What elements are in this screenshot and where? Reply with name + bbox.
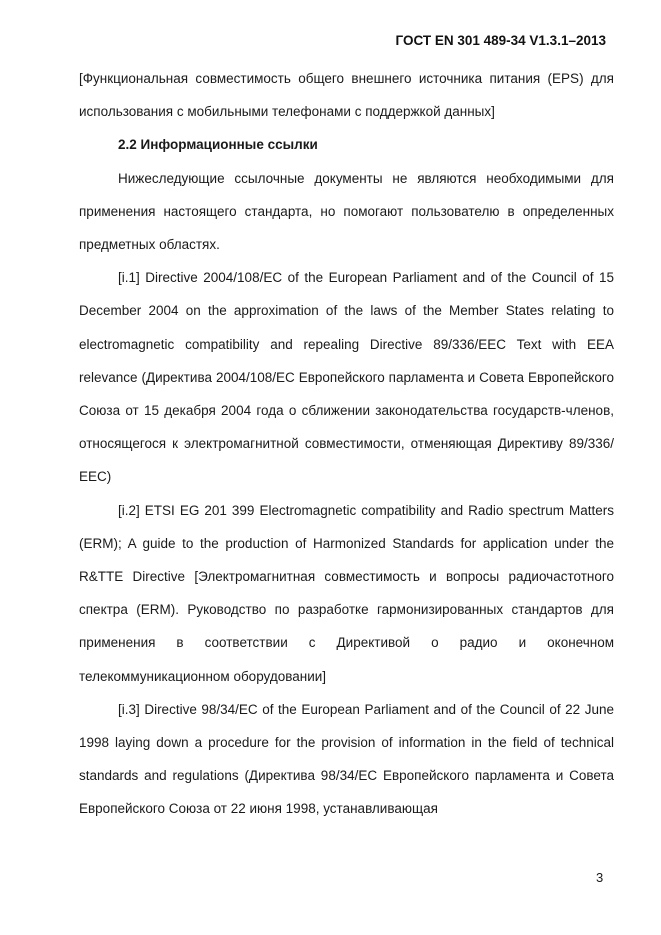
intro-continuation-paragraph: [Функциональная совместимость общего внешнего источника питания (EPS) для использования с мобильными телефонами с поддержкой данных]: [79, 71, 614, 120]
reference-item-i3: [i.3] Directive 98/34/EC of the European Parliament and of the Council of 22 June 1998 laying down a procedure for the provision of information in the field of technical standards and regulations (Директива 98/34/ЕС Европейского парламента и Совета Европейского Союза от 22 июня 1998, устанавливающая: [79, 701, 614, 817]
section-intro-paragraph: Нижеследующие ссылочные документы не являются необходимыми для применения настоящего стандарта, но помогают пользователю в определенных предметных областях.: [79, 170, 614, 253]
reference-item-i2: [i.2] ETSI EG 201 399 Electromagnetic compatibility and Radio spectrum Matters (ERM); A guide to the production of Harmonized Standards for application under the R&TTE Directive [Электромагнитная совместимость и вопросы радиочастотного спектра (ERM). Руководство по разработке гармонизированных стандартов для применения в соответствии с Директивой о радио и оконечном телекоммуникационном оборудовании]: [79, 502, 614, 684]
document-header: ГОСТ EN 301 489-34 V1.3.1–2013: [395, 33, 606, 48]
document-body: [79, 62, 614, 826]
page-number: 3: [596, 870, 604, 885]
section-heading: 2.2 Информационные ссылки: [118, 137, 318, 153]
reference-item-i1: [i.1] Directive 2004/108/EC of the European Parliament and of the Council of 15 December 2004 on the approximation of the laws of the Member States relating to electromagnetic compatibility and repealing Directive 89/336/EEC Text with EEA relevance (Директива 2004/108/ЕС Европейского парламента и Совета Европейского Союза от 15 декабря 2004 года о сближении законодательства государств-членов, относящегося к электромагнитной совместимости, отменяющая Директиву 89/336/ЕЕС): [79, 270, 614, 485]
